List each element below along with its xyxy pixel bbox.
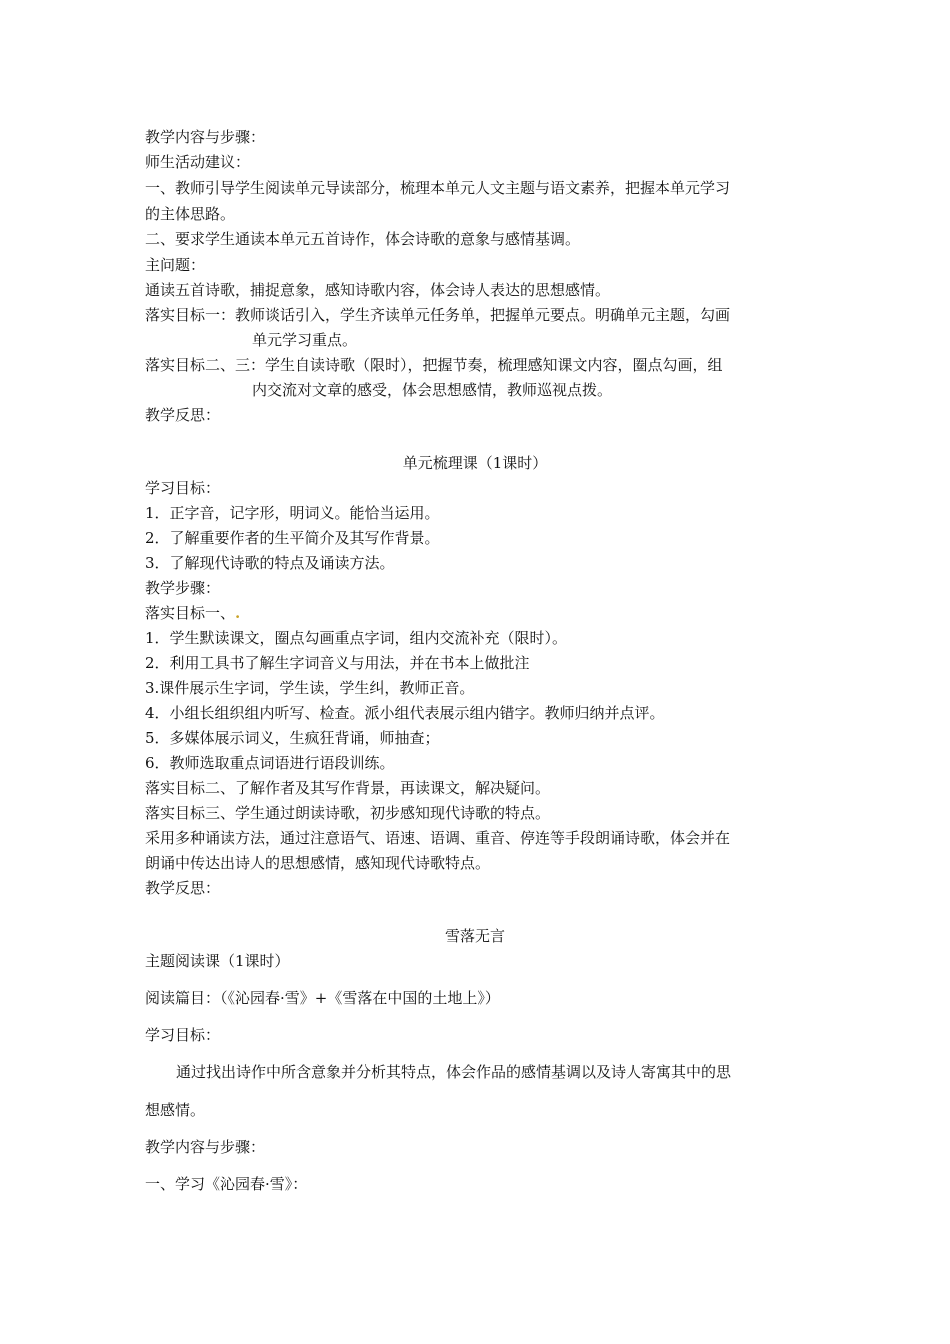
goal-one-heading bbox=[145, 603, 240, 623]
paragraph: 落实目标二、了解作者及其写作背景，再读课文，解决疑问。 bbox=[145, 779, 551, 797]
list-item: 3．了解现代诗歌的特点及诵读方法。 bbox=[145, 554, 395, 572]
goal-one-continued: 单元学习重点。 bbox=[252, 331, 358, 349]
heading-teaching-steps: 教学步骤： bbox=[145, 579, 221, 597]
paragraph: 阅读篇目：（《沁园春·雪》+《雪落在中国的土地上》） bbox=[145, 989, 500, 1007]
paragraph: 一、教师引导学生阅读单元导读部分，梳理本单元人文主题与语文素养，把握本单元学习 bbox=[145, 179, 731, 197]
list-item: 2．利用工具书了解生字词音义与用法，并在书本上做批注 bbox=[145, 654, 530, 672]
list-item: 1．学生默读课文，圈点勾画重点字词，组内交流补充（限时）。 bbox=[145, 629, 568, 647]
paragraph: 的主体思路。 bbox=[145, 205, 236, 223]
heading-teaching-content: 教学内容与步骤： bbox=[145, 1138, 266, 1156]
paragraph: 一、学习《沁园春·雪》： bbox=[145, 1175, 308, 1193]
paragraph: 采用多种诵读方法，通过注意语气、语速、语调、重音、停连等手段朗诵诗歌，体会并在 bbox=[145, 829, 731, 847]
paragraph: 通过找出诗作中所含意象并分析其特点，体会作品的感情基调以及诗人寄寓其中的思 bbox=[176, 1063, 732, 1081]
heading-teaching-content: 教学内容与步骤： bbox=[145, 128, 266, 146]
goal-one: 落实目标一：教师谈话引入，学生齐读单元任务单，把握单元要点。明确单元主题，勾画 bbox=[145, 306, 731, 324]
list-item: 5．多媒体展示词义，生疯狂背诵，师抽查； bbox=[145, 729, 440, 747]
paragraph: 二、要求学生通读本单元五首诗作，体会诗歌的意象与感情基调。 bbox=[145, 230, 581, 248]
decorative-dot: . bbox=[235, 604, 241, 622]
heading-learning-goals: 学习目标： bbox=[145, 479, 221, 497]
paragraph: 想感情。 bbox=[145, 1101, 206, 1119]
heading-main-question: 主问题： bbox=[145, 256, 206, 274]
list-item: 6．教师选取重点词语进行语段训练。 bbox=[145, 754, 395, 772]
paragraph: 落实目标三、学生通过朗读诗歌，初步感知现代诗歌的特点。 bbox=[145, 804, 551, 822]
goal-one-label: 落实目标一、 bbox=[145, 604, 236, 622]
paragraph: 通读五首诗歌，捕捉意象，感知诗歌内容，体会诗人表达的思想感情。 bbox=[145, 281, 611, 299]
section-title-unit-review: 单元梳理课（1课时） bbox=[402, 454, 548, 472]
heading-learning-goals: 学习目标： bbox=[145, 1026, 221, 1044]
paragraph: 主题阅读课（1课时） bbox=[145, 952, 290, 970]
list-item: 4．小组长组织组内听写、检查。派小组代表展示组内错字。教师归纳并点评。 bbox=[145, 704, 665, 722]
heading-reflection: 教学反思： bbox=[145, 406, 221, 424]
goal-two-three-continued: 内交流对文章的感受，体会思想感情，教师巡视点拨。 bbox=[252, 381, 613, 399]
section-title-snow: 雪落无言 bbox=[444, 927, 505, 945]
goal-two-three: 落实目标二、三：学生自读诗歌（限时），把握节奏，梳理感知课文内容，圈点勾画，组 bbox=[145, 356, 723, 374]
list-item: 1．正字音，记字形，明词义。能恰当运用。 bbox=[145, 504, 440, 522]
list-item: 3.课件展示生字词，学生读，学生纠，教师正音。 bbox=[145, 679, 475, 697]
paragraph: 朗诵中传达出诗人的思想感情，感知现代诗歌特点。 bbox=[145, 854, 491, 872]
heading-reflection: 教学反思： bbox=[145, 879, 221, 897]
heading-activity-suggestion: 师生活动建议： bbox=[145, 153, 251, 171]
list-item: 2．了解重要作者的生平简介及其写作背景。 bbox=[145, 529, 440, 547]
